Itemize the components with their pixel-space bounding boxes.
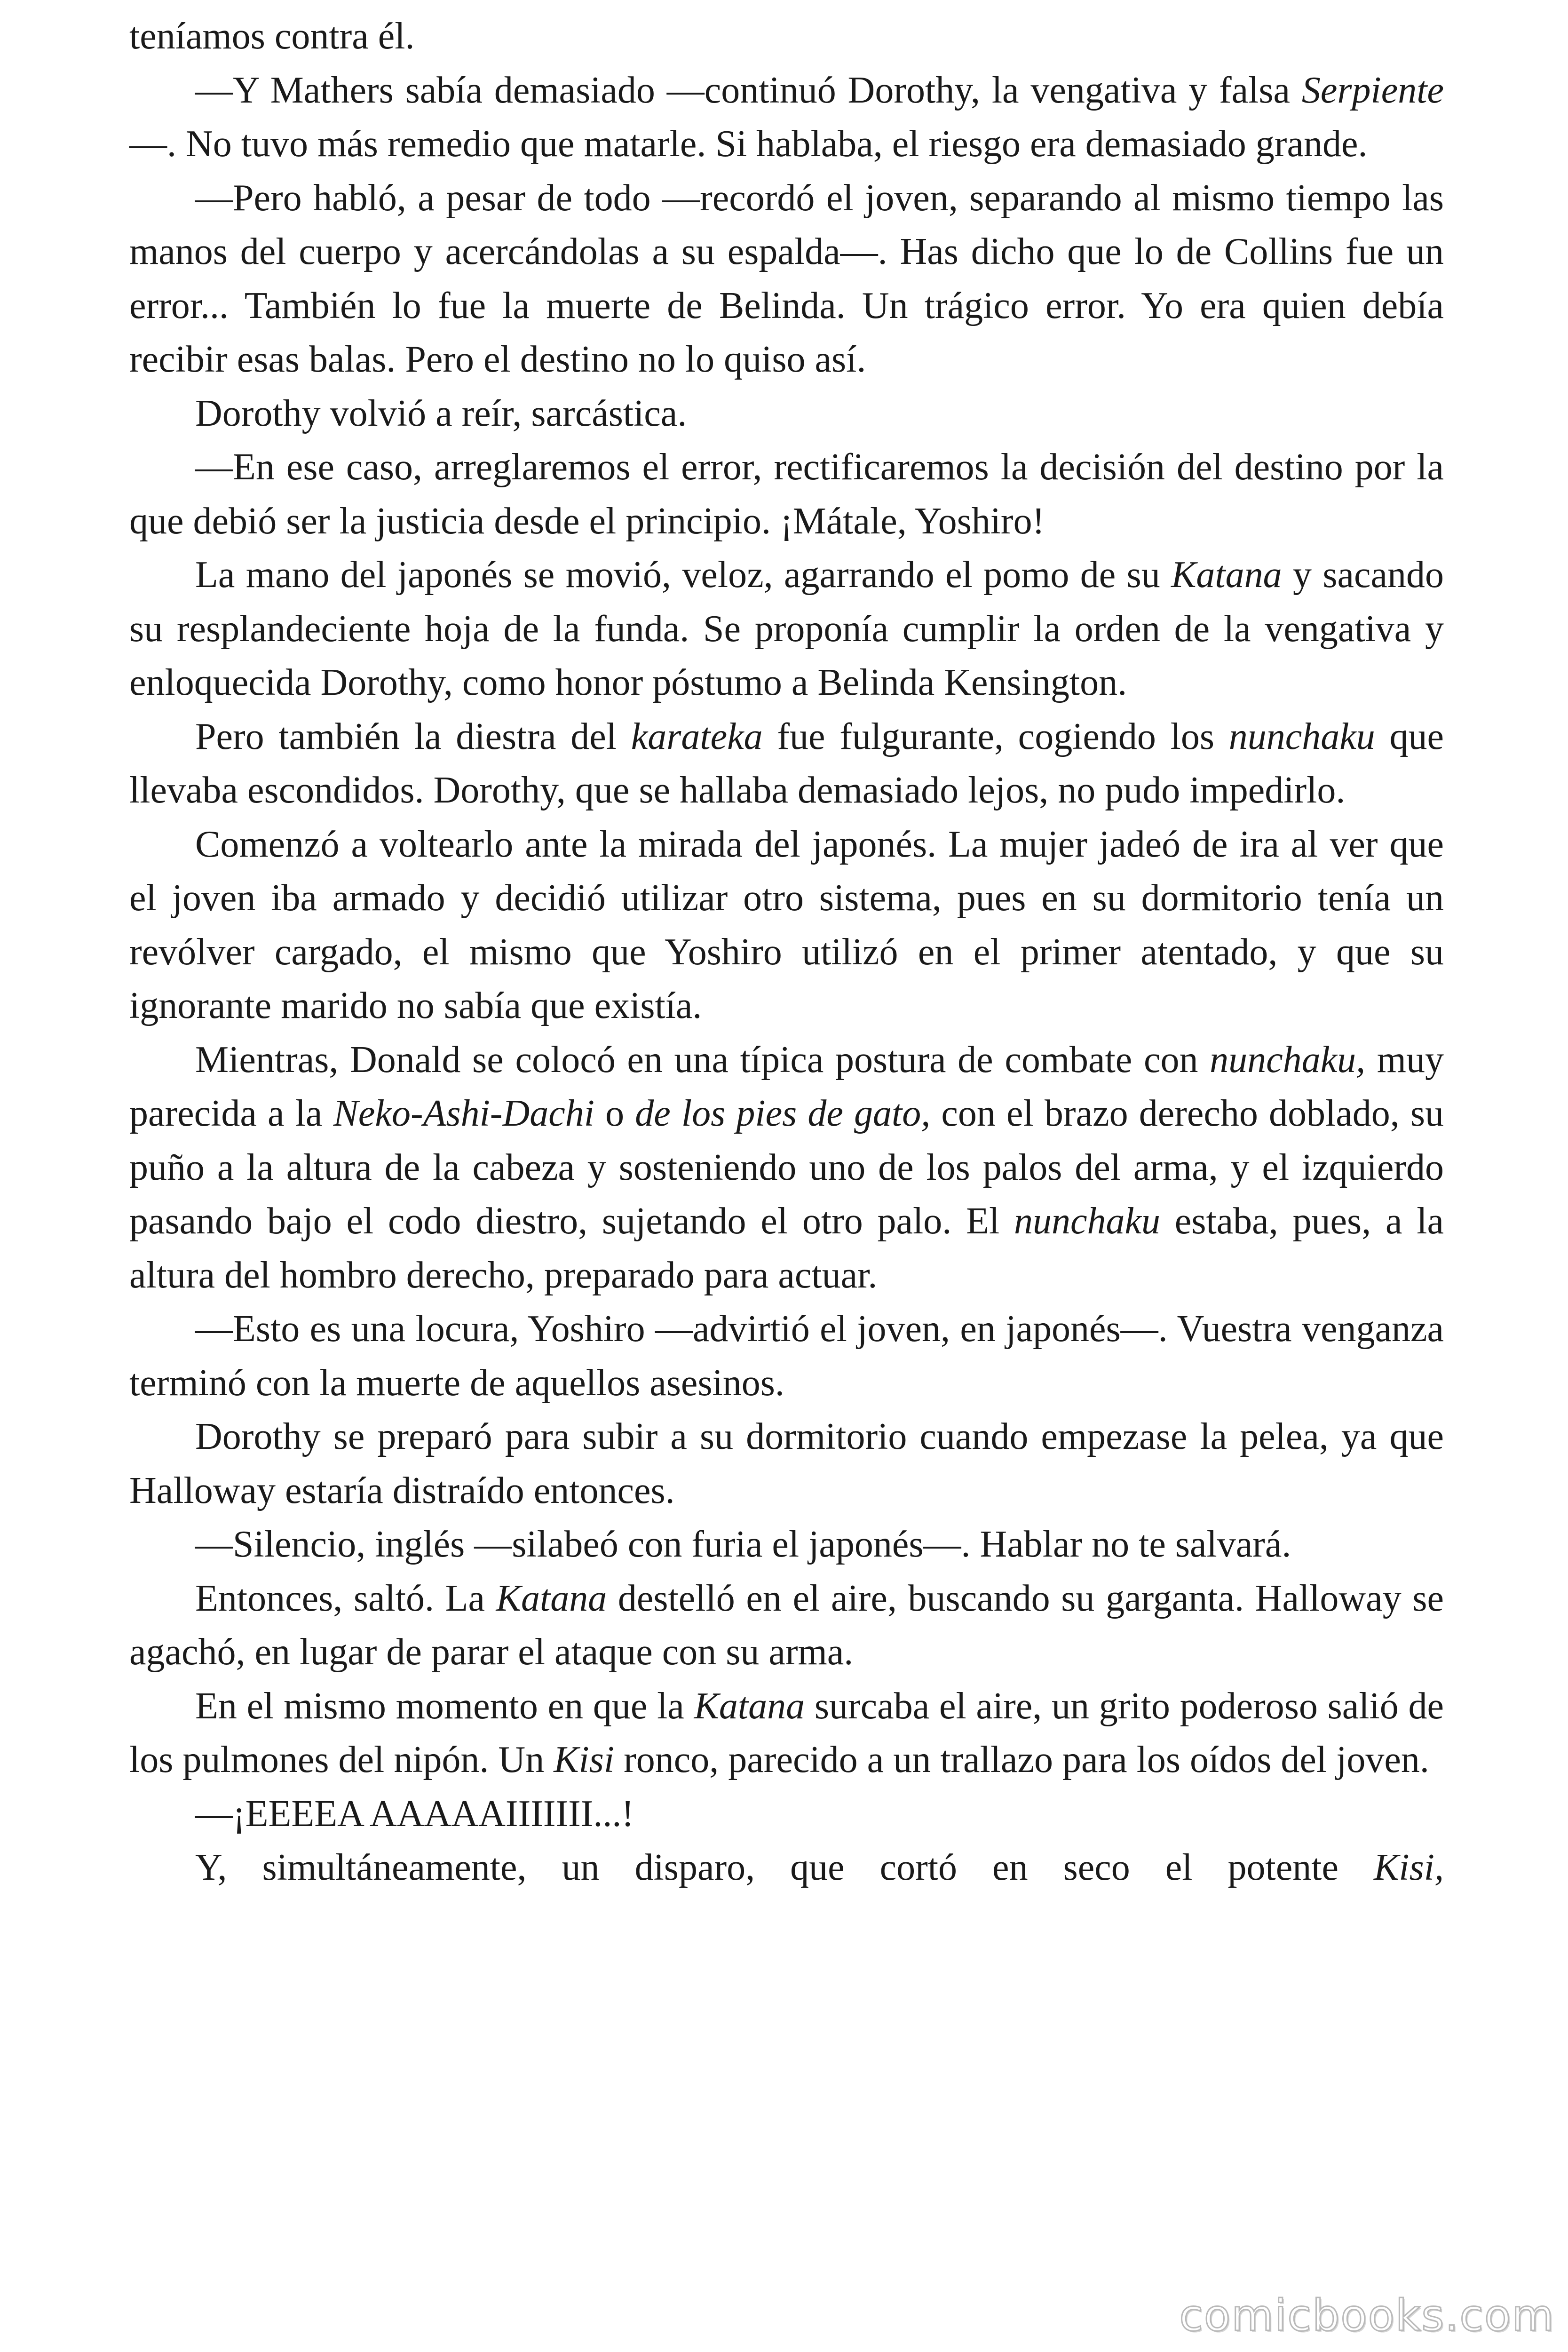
- paragraph: [129, 818, 1444, 1033]
- text-run: Mientras, Donald se colocó en una típica postura de combate con: [195, 1039, 1210, 1081]
- italic-text: Kisi,: [1374, 1847, 1444, 1888]
- italic-text: Katana: [1171, 554, 1282, 596]
- paragraph: [129, 9, 1444, 64]
- text-run: Entonces, saltó. La: [195, 1577, 496, 1619]
- watermark: comicbooks.com: [1179, 2290, 1555, 2341]
- text-run: Dorothy se preparó para subir a su dormitorio cuando empezase la pelea, ya que Halloway estaría distraído entonces.: [129, 1416, 1444, 1511]
- text-run: —Y Mathers sabía demasiado —continuó Dorothy, la vengativa y falsa: [195, 69, 1302, 111]
- paragraph: [129, 1302, 1444, 1410]
- paragraph: [129, 387, 1444, 441]
- text-run: —Esto es una locura, Yoshiro —advirtió el joven, en japonés—. Vuestra venganza terminó con la muerte de aquellos asesinos.: [129, 1308, 1444, 1404]
- italic-text: Katana: [694, 1685, 805, 1727]
- text-run: —En ese caso, arreglaremos el error, rectificaremos la decisión del destino por la que debió ser la justicia desde el principio. ¡Mátale, Yoshiro!: [129, 446, 1444, 542]
- paragraph: [129, 1572, 1444, 1679]
- text-run: —Pero habló, a pesar de todo —recordó el joven, separando al mismo tiempo las manos del cuerpo y acercándolas a su espalda—. Has dicho que lo de Collins fue un error... También lo fue la muerte de Belinda. Un trágico error. Yo era quien debía recibir esas balas. Pero el destino no lo quiso así.: [129, 177, 1444, 380]
- text-run: muy parecida a la: [129, 1039, 1444, 1134]
- text-run: o: [594, 1093, 635, 1134]
- paragraph: [129, 171, 1444, 387]
- italic-text: Katana: [496, 1577, 607, 1619]
- paragraph: [129, 1033, 1444, 1303]
- paragraph: [129, 1841, 1444, 1895]
- paragraph: [129, 548, 1444, 710]
- paragraph: [129, 440, 1444, 548]
- italic-text: nunchaku,: [1210, 1039, 1366, 1081]
- text-run: destelló en el aire, buscando su garganta. Halloway se agachó, en lugar de parar el ataque con su arma.: [129, 1577, 1444, 1673]
- text-run: y sacando su resplandeciente hoja de la funda. Se proponía cumplir la orden de la vengativa y enloquecida Dorothy, como honor póstumo a Belinda Kensington.: [129, 554, 1444, 703]
- text-run: —Silencio, inglés —silabeó con furia el japonés—. Hablar no te salvará.: [195, 1524, 1291, 1565]
- text-run: que llevaba escondidos. Dorothy, que se hallaba demasiado lejos, no pudo impedirlo.: [129, 715, 1444, 811]
- text-run: —. No tuvo más remedio que matarle. Si hablaba, el riesgo era demasiado grande.: [129, 123, 1368, 165]
- text-run: Pero también la diestra del: [195, 715, 631, 757]
- italic-text: nunchaku: [1014, 1200, 1160, 1242]
- text-run: estaba, pues, a la altura del hombro derecho, preparado para actuar.: [129, 1200, 1444, 1296]
- italic-text: de los pies de gato,: [635, 1093, 931, 1134]
- text-run: Y, simultáneamente, un disparo, que cortó en seco el potente: [195, 1847, 1374, 1888]
- italic-text: Neko-Ashi-Dachi: [333, 1093, 594, 1134]
- italic-text: nunchaku: [1228, 715, 1375, 757]
- italic-text: Serpiente: [1301, 69, 1444, 111]
- text-run: con el brazo derecho doblado, su puño a la altura de la cabeza y sosteniendo uno de los palos del arma, y el izquierdo pasando bajo el codo diestro, sujetando el otro palo. El: [129, 1093, 1444, 1242]
- text-run: Comenzó a voltearlo ante la mirada del japonés. La mujer jadeó de ira al ver que el joven iba armado y decidió utilizar otro sistema, pues en su dormitorio tenía un revólver cargado, el mismo que Yoshiro utilizó en el primer atentado, y que su ignorante marido no sabía que existía.: [129, 823, 1444, 1026]
- paragraph: [129, 1679, 1444, 1787]
- text-run: teníamos contra él.: [129, 16, 415, 57]
- text-run: Dorothy volvió a reír, sarcástica.: [195, 392, 687, 434]
- paragraph: [129, 1518, 1444, 1572]
- paragraph: [129, 64, 1444, 171]
- text-run: fue fulgurante, cogiendo los: [762, 715, 1229, 757]
- text-run: La mano del japonés se movió, veloz, agarrando el pomo de su: [195, 554, 1172, 596]
- page-text: [129, 9, 1444, 1895]
- paragraph: [129, 1787, 1444, 1841]
- text-run: surcaba el aire, un grito poderoso salió de los pulmones del nipón. Un: [129, 1685, 1444, 1780]
- paragraph: [129, 1410, 1444, 1518]
- text-run: En el mismo momento en que la: [195, 1685, 694, 1727]
- italic-text: Kisi: [554, 1739, 615, 1780]
- text-run: ronco, parecido a un trallazo para los oídos del joven.: [614, 1739, 1429, 1780]
- paragraph: [129, 710, 1444, 818]
- text-run: —¡EEEEA AAAAAIIIIIII...!: [195, 1793, 634, 1835]
- italic-text: karateka: [631, 715, 763, 757]
